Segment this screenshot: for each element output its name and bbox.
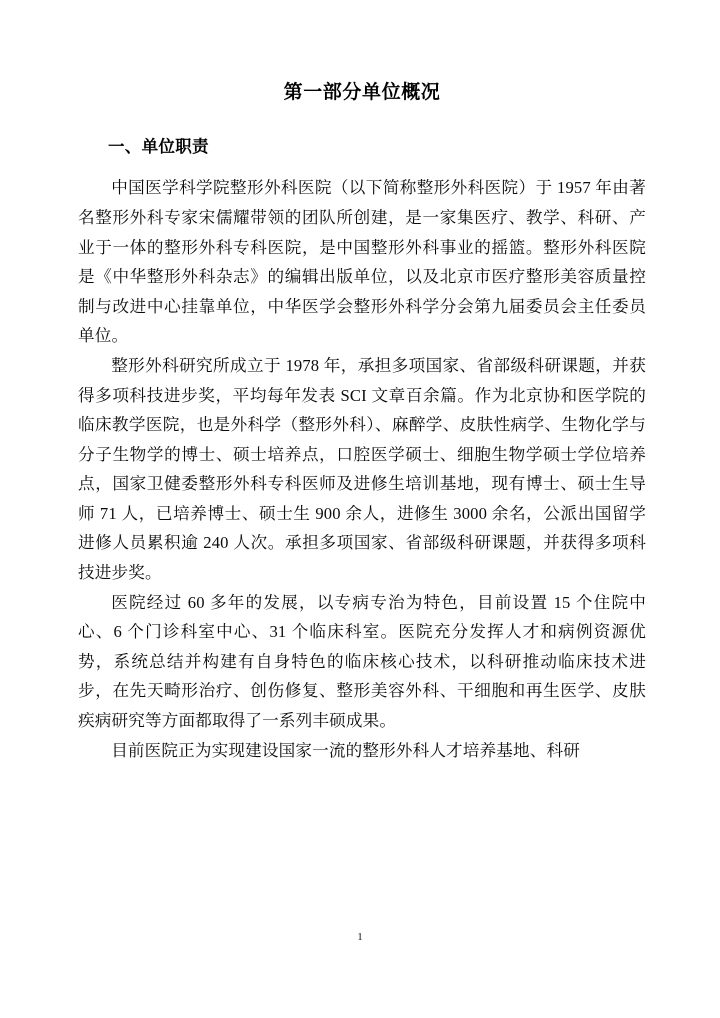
paragraph: 医院经过 60 多年的发展，以专病专治为特色，目前设置 15 个住院中心、6 个门诊科室中心、31 个临床科室。医院充分发挥人才和病例资源优势，系统总结并构建有自身特色的临床核心技术，以科研推动临床技术进步，在先天畸形治疗、创伤修复、整形美容外科、干细胞和再生医学、皮肤疾病研究等方面都取得了一系列丰硕成果。 bbox=[78, 592, 646, 731]
page-title: 第一部分单位概况 bbox=[283, 81, 441, 103]
body-text bbox=[78, 159, 646, 765]
section-heading-unit-duties: 一、单位职责 bbox=[108, 136, 209, 156]
page-content bbox=[78, 0, 646, 765]
page-number: 1 bbox=[357, 931, 363, 943]
paragraph: 整形外科研究所成立于 1978 年，承担多项国家、省部级科研课题，并获得多项科技进步奖，平均每年发表 SCI 文章百余篇。作为北京协和医学院的临床教学医院，也是外科学（整形外科）、麻醉学、皮肤性病学、生物化学与分子生物学的博士、硕士培养点，口腔医学硕士、细胞生物学硕士学位培养点，国家卫健委整形外科专科医师及进修生培训基地，现有博士、硕士生导师 71 人，已培养博士、硕士生 900 余人，进修生 3000 余名，公派出国留学进修人员累积逾 240 人次。承担多项国家、省部级科研课题，并获得多项科技进步奖。 bbox=[78, 355, 646, 583]
paragraph: 目前医院正为实现建设国家一流的整形外科人才培养基地、科研 bbox=[111, 740, 581, 760]
paragraph: 中国医学科学院整形外科医院（以下简称整形外科医院）于 1957 年由著名整形外科专家宋儒耀带领的团队所创建，是一家集医疗、教学、科研、产业于一体的整形外科专科医院，是中国整形外科事业的摇篮。整形外科医院是《中华整形外科杂志》的编辑出版单位，以及北京市医疗整形美容质量控制与改进中心挂靠单位，中华医学会整形外科学分会第九届委员会主任委员单位。 bbox=[78, 178, 646, 346]
